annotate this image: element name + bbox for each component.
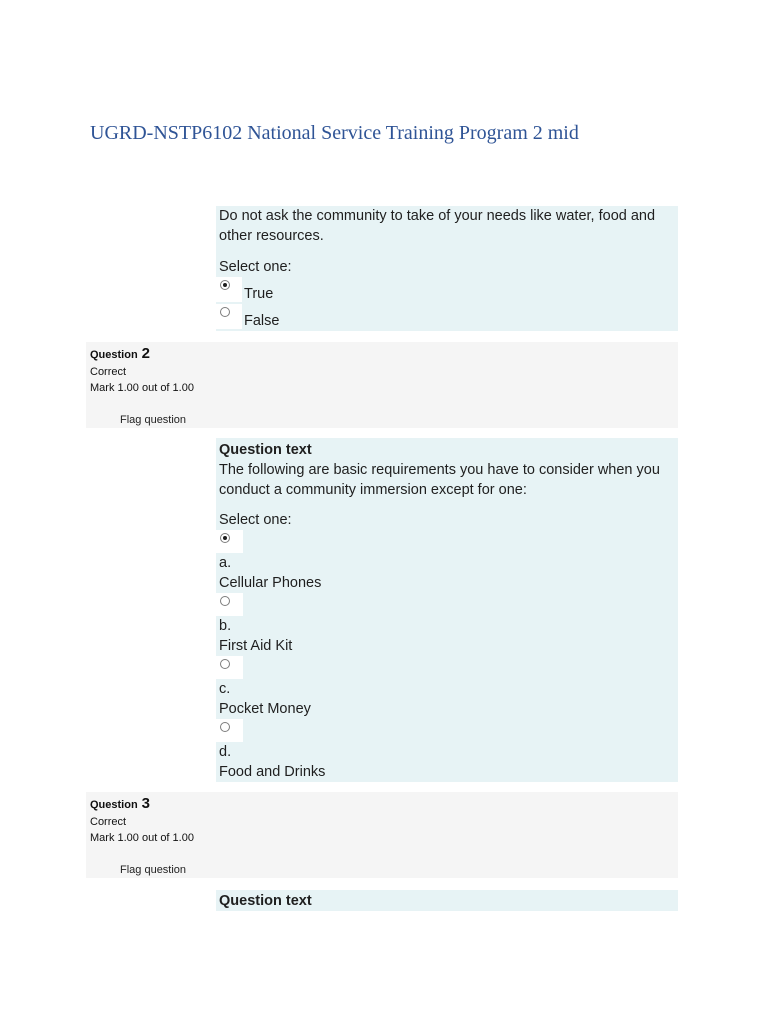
- question-1-formulation: [216, 206, 678, 331]
- radio-a[interactable]: [220, 533, 230, 543]
- question-text-heading: Question text: [219, 893, 312, 909]
- radio-box: [216, 719, 243, 742]
- answer-option-false[interactable]: [219, 304, 675, 331]
- answer-label[interactable]: First Aid Kit: [219, 638, 293, 654]
- question-text: The following are basic requirements you have to consider when you conduct a community immersion except for one:: [219, 462, 660, 498]
- question-number: [90, 344, 674, 364]
- question-label: Question: [90, 799, 138, 811]
- answer-label[interactable]: Pocket Money: [219, 701, 311, 717]
- question-state: Correct: [90, 366, 127, 378]
- question-number-value: 2: [141, 345, 151, 362]
- question-number-value: 3: [141, 795, 151, 812]
- radio-box: [216, 593, 243, 616]
- select-one-prompt: Select one:: [219, 512, 292, 528]
- select-one-prompt: Select one:: [219, 259, 292, 275]
- radio-c[interactable]: [220, 659, 230, 669]
- question-text: Do not ask the community to take of your needs like water, food and other resources.: [219, 208, 656, 244]
- radio-box: [216, 530, 243, 553]
- radio-b[interactable]: [220, 596, 230, 606]
- answer-option-c[interactable]: [219, 656, 675, 719]
- answer-label-true[interactable]: True: [244, 286, 274, 302]
- question-3-formulation: [216, 890, 678, 911]
- radio-d[interactable]: [220, 722, 230, 732]
- radio-box: [216, 277, 242, 302]
- question-2-formulation: [216, 438, 678, 782]
- page-title: UGRD-NSTP6102 National Service Training Program 2 mid: [90, 122, 579, 144]
- question-3-info: [86, 792, 678, 878]
- question-state: Correct: [90, 816, 127, 828]
- question-number: [90, 794, 674, 814]
- radio-box: [216, 656, 243, 679]
- question-text-heading: Question text: [219, 442, 312, 458]
- question-grade: Mark 1.00 out of 1.00: [90, 382, 194, 394]
- answer-letter[interactable]: a.: [219, 555, 232, 571]
- answer-label[interactable]: Food and Drinks: [219, 764, 326, 780]
- answer-option-a[interactable]: [219, 530, 675, 593]
- question-grade: Mark 1.00 out of 1.00: [90, 832, 194, 844]
- question-label: Question: [90, 349, 138, 361]
- answer-letter[interactable]: b.: [219, 618, 232, 634]
- answer-letter[interactable]: c.: [219, 681, 231, 697]
- answer-option-b[interactable]: [219, 593, 675, 656]
- answer-option-d[interactable]: [219, 719, 675, 782]
- radio-box: [216, 304, 242, 329]
- answer-label-false[interactable]: False: [244, 313, 280, 329]
- radio-true[interactable]: [220, 280, 230, 290]
- radio-false[interactable]: [220, 307, 230, 317]
- answer-option-true[interactable]: [219, 277, 675, 304]
- answer-letter[interactable]: d.: [219, 744, 232, 760]
- flag-question-link[interactable]: Flag question: [120, 864, 187, 876]
- answer-label[interactable]: Cellular Phones: [219, 575, 322, 591]
- question-2-info: [86, 342, 678, 428]
- flag-question-link[interactable]: Flag question: [120, 414, 187, 426]
- quiz-review: [0, 206, 768, 911]
